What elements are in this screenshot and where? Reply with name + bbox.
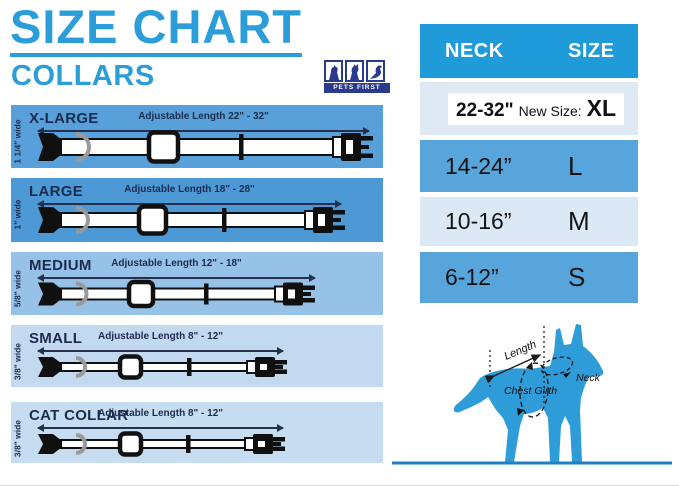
size-column-header: SIZE [568, 39, 615, 62]
neck-range: 6-12” [445, 264, 499, 290]
collar-illustration [38, 424, 285, 464]
neck-label: Neck [576, 372, 600, 384]
size-row-small [11, 325, 383, 387]
collar-width-label: 5/8" wide [12, 269, 23, 308]
table-row-l [420, 140, 638, 192]
neck-range: 14-24” [445, 152, 512, 179]
new-size-note: New Size: [518, 102, 582, 119]
adjustable-length-label: Adjustable Length 18" - 28" [124, 184, 255, 195]
table-row-xl [420, 82, 638, 135]
adjustable-length-label: Adjustable Length 22" - 32" [138, 111, 269, 122]
size-row-label: LARGE [29, 183, 83, 200]
size-code: S [568, 262, 586, 292]
collar-width-label: 3/8" wide [12, 342, 23, 381]
size-row-xlarge [11, 105, 383, 168]
size-row-label: CAT COLLAR [29, 407, 129, 424]
new-size-callout [448, 93, 624, 125]
dog-icon [324, 60, 343, 82]
page-title: SIZE CHART [10, 2, 302, 57]
size-row-medium [11, 252, 383, 315]
pets-first-logo [324, 60, 392, 97]
table-row-s [420, 252, 638, 303]
size-row-cat-collar [11, 402, 383, 463]
adjustable-length-label: Adjustable Length 12" - 18" [111, 258, 242, 269]
size-row-large [11, 178, 383, 242]
adjustable-length-label: Adjustable Length 8" - 12" [97, 331, 224, 342]
collar-width-label: 1" wide [12, 199, 23, 230]
size-code: XL [586, 94, 617, 121]
bird-icon [366, 60, 385, 82]
dog-measurement-figure [392, 318, 676, 468]
collar-width-label: 3/8" wide [12, 419, 23, 458]
collar-illustration [38, 347, 287, 387]
size-table-header [420, 24, 638, 78]
size-code: L [568, 150, 583, 181]
table-row-m [420, 197, 638, 246]
size-row-label: MEDIUM [29, 257, 92, 274]
cat-icon [345, 60, 364, 82]
collar-width-label: 1 1/4" wide [12, 119, 23, 164]
chest-girth-label: Chest Girth [504, 385, 558, 397]
size-code: M [568, 206, 590, 236]
neck-column-header: NECK [445, 39, 504, 62]
size-row-label: SMALL [29, 330, 83, 347]
size-row-label: X-LARGE [29, 110, 99, 127]
collar-illustration [38, 200, 345, 240]
adjustable-length-label: Adjustable Length 8" - 12" [97, 408, 224, 419]
collar-illustration [38, 274, 315, 314]
length-label: Length [502, 338, 539, 363]
collar-illustration [38, 127, 373, 167]
logo-text: PETS FIRST [324, 83, 390, 93]
page-subtitle: COLLARS [11, 60, 155, 92]
neck-range: 10-16” [445, 208, 512, 234]
neck-range: 22-32" [456, 99, 514, 121]
